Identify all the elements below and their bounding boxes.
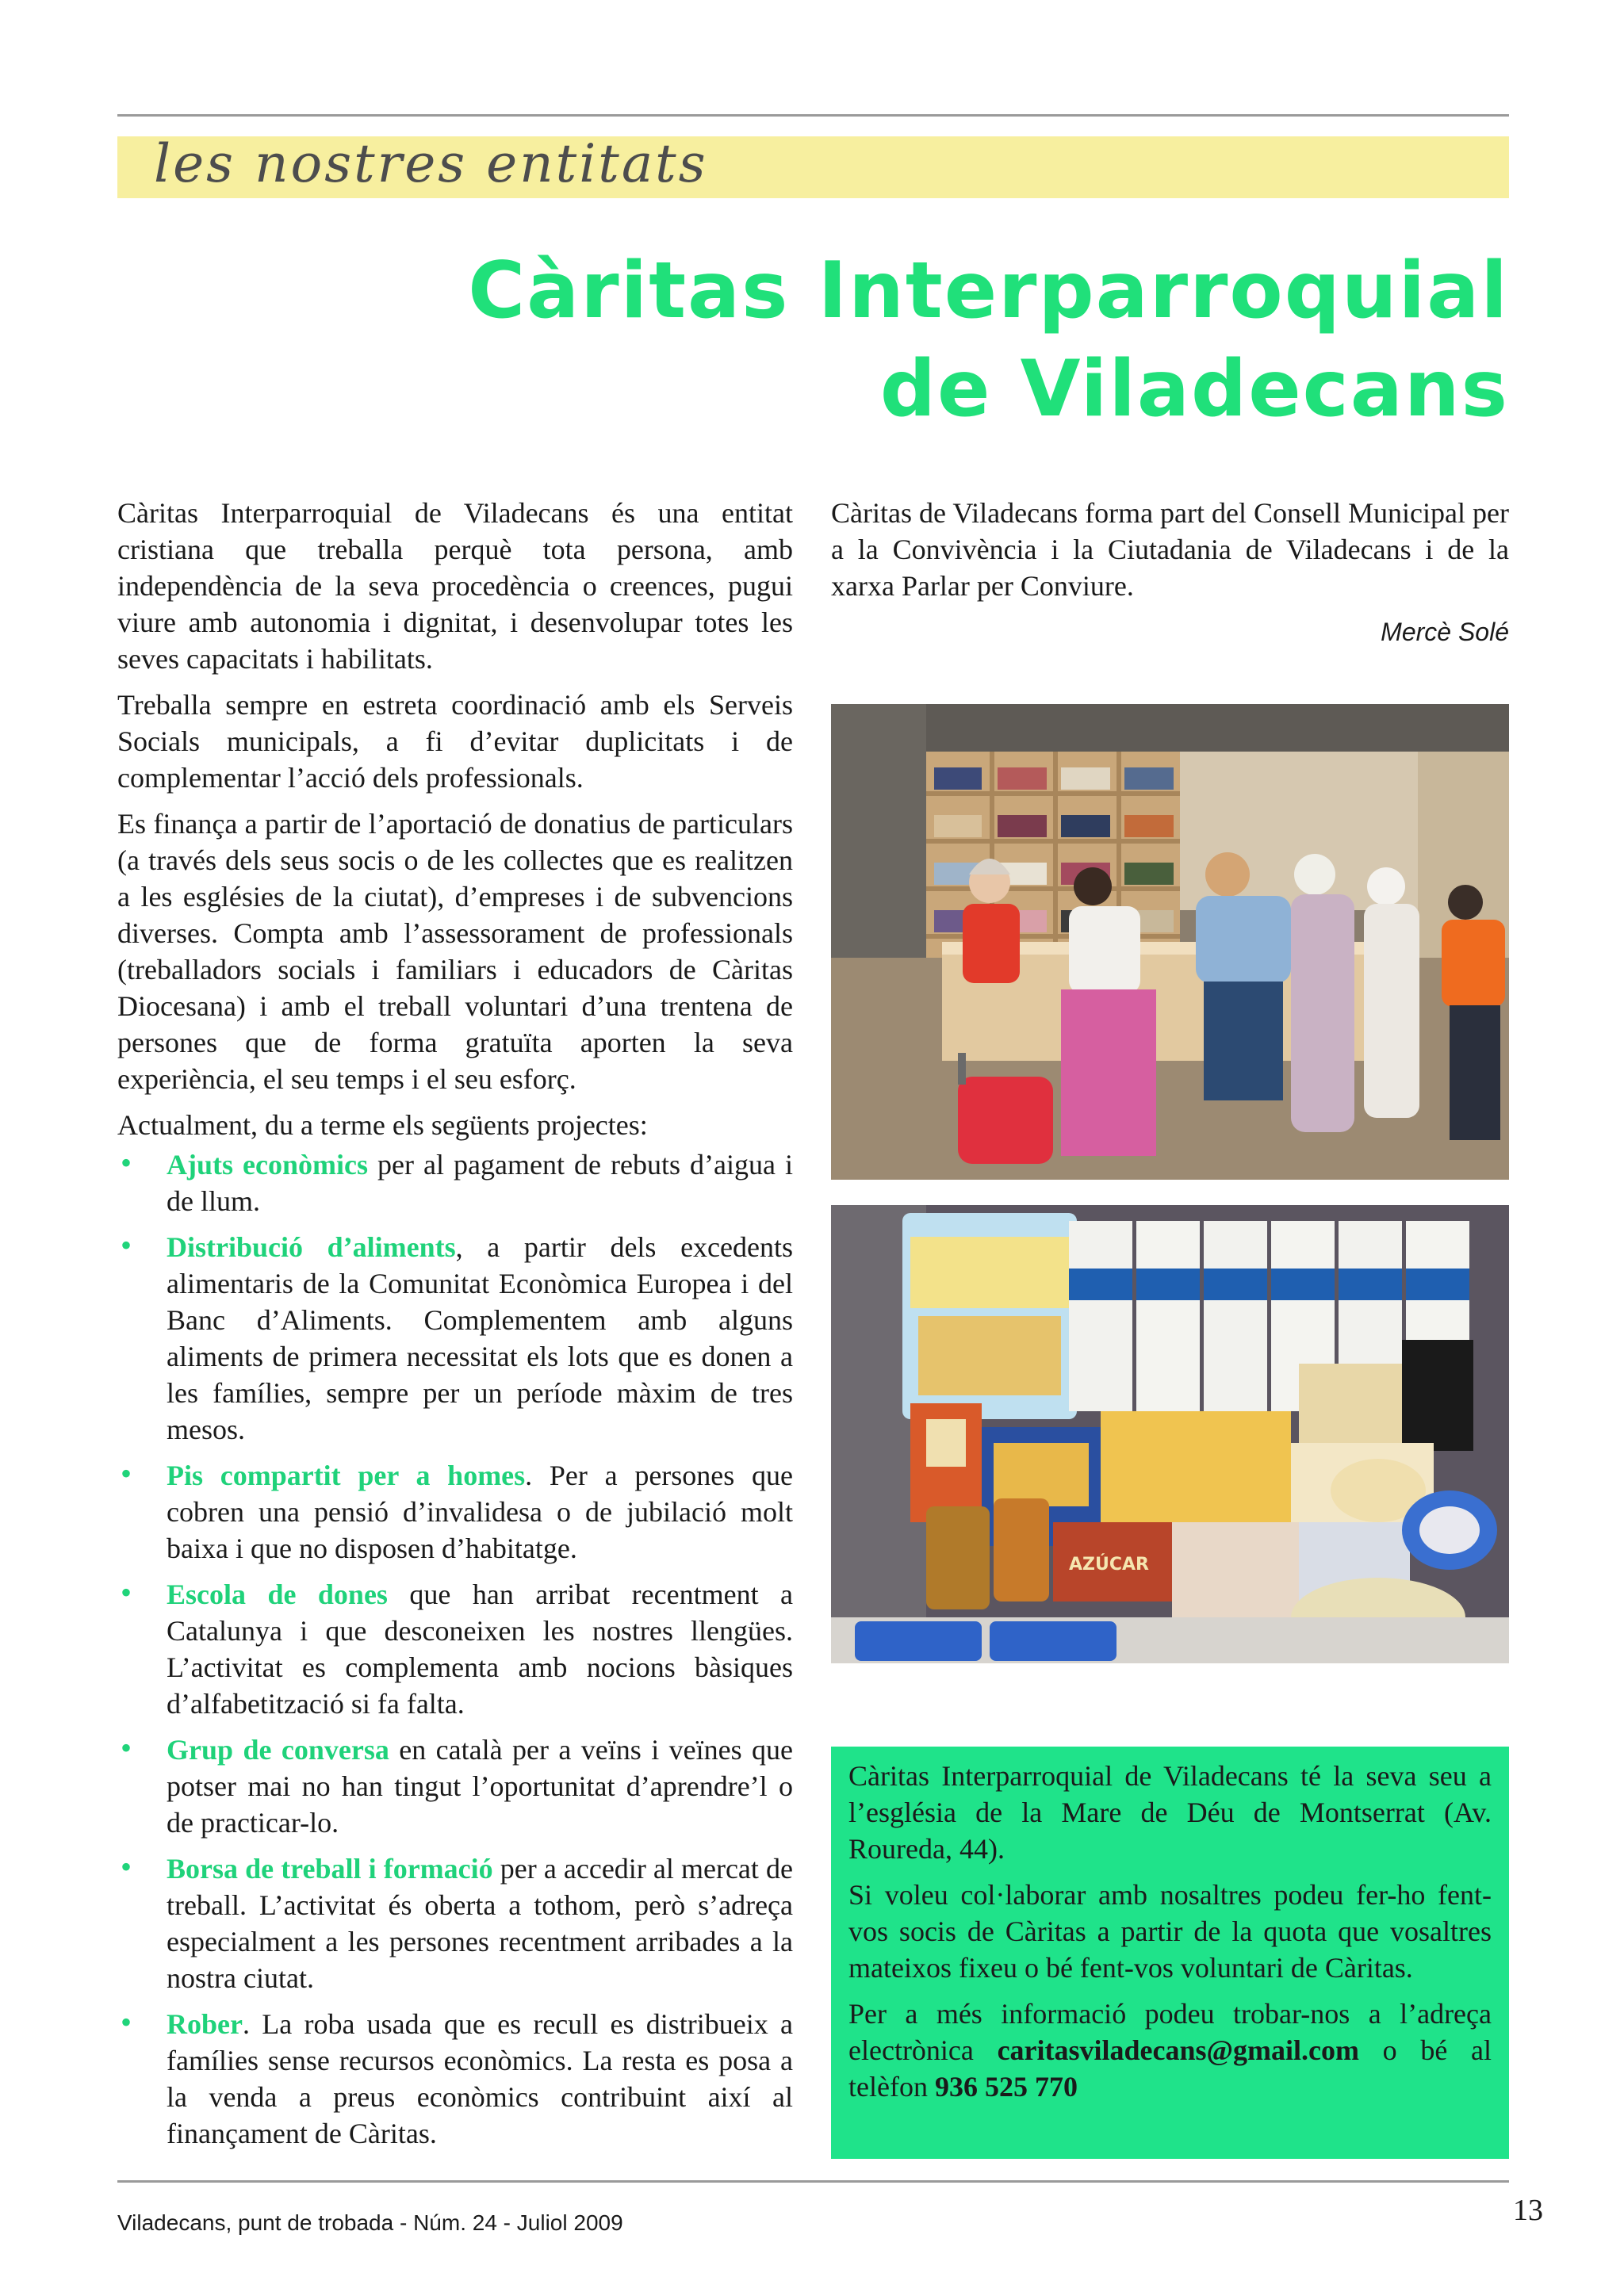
article-title xyxy=(468,242,1509,438)
project-name: Escola de dones xyxy=(167,1578,388,1610)
bullet-icon: • xyxy=(121,1227,132,1263)
list-item xyxy=(117,1457,793,1567)
paragraph-funding: Es finança a partir de l’aportació de donatius de particulars (a través dels seus socis o de les collectes que es realitzen a les esglésies de la ciutat), d’empreses i de subvencions diverses. Compta amb l’assessorament de professionals (treballadors socials i familiars i educadors de Càritas Diocesana) i amb el treball voluntari d’una trentena de persones que de forma gratuïta aporten la seva experiència, el seu temps i el seu esforç. xyxy=(117,808,793,1095)
bullet-icon: • xyxy=(121,1575,132,1610)
info-location: Càritas Interparroquial de Viladecans té la seva seu a l’església de la Mare de Déu de Montserrat (Av. Roureda, 44). xyxy=(848,1760,1492,1865)
list-item xyxy=(117,1146,793,1219)
author-signature: Mercè Solé xyxy=(1381,618,1509,646)
projects-intro: Actualment, du a terme els següents projectes: xyxy=(117,1109,648,1141)
contact-phone[interactable]: 936 525 770 xyxy=(934,2071,1078,2103)
project-name: Distribució d’aliments xyxy=(167,1231,456,1263)
projects-list xyxy=(117,1146,793,2152)
food-products-illustration xyxy=(831,1205,1509,1663)
project-name: Pis compartit per a homes xyxy=(167,1460,526,1491)
project-text: per al pagament de rebuts d’aigua i de llum. xyxy=(167,1149,793,1217)
project-text: que han arribat recentment a Catalunya i que desconeixen les nostres llengües. L’activitat es complementa amb nocions bàsiques d’alfabetització si fa falta. xyxy=(167,1578,793,1720)
top-rule xyxy=(117,114,1509,117)
contact-email-link[interactable]: caritasviladecans@gmail.com xyxy=(997,2034,1359,2066)
list-item xyxy=(117,1229,793,1448)
paragraph-intro: Càritas Interparroquial de Viladecans és una entitat cristiana que treballa perquè tota persona, amb independència de la seva procedència o creences, pugui viure amb autonomia i dignitat, i desenvolupar totes les seves capacitats i habilitats. xyxy=(117,497,793,675)
photo-food-products xyxy=(831,1205,1509,1663)
bullet-icon: • xyxy=(121,1849,132,1885)
page-number: 13 xyxy=(1513,2194,1543,2227)
bullet-icon: • xyxy=(121,1145,132,1181)
bullet-icon: • xyxy=(121,1730,132,1766)
bottom-rule xyxy=(117,2180,1509,2183)
project-text: en català per a veïns i veïnes que potser mai no han tingut l’oportunitat d’aprendre’l o de practicar-lo. xyxy=(167,1734,793,1839)
left-column xyxy=(117,495,793,2161)
list-item xyxy=(117,1576,793,1722)
title-line-2: de Viladecans xyxy=(879,344,1509,434)
list-item xyxy=(117,1850,793,1996)
project-name: Grup de conversa xyxy=(167,1734,389,1766)
contact-info-box xyxy=(831,1747,1509,2159)
project-name: Ajuts econòmics xyxy=(167,1149,368,1181)
project-name: Rober xyxy=(167,2008,243,2040)
bullet-icon: • xyxy=(121,1456,132,1491)
svg-text:AZÚCAR: AZÚCAR xyxy=(1069,1555,1149,1575)
section-band xyxy=(117,133,1509,198)
project-text: , a partir dels excedents alimentaris de la Comunitat Econòmica Europea i del Banc d’Aliments. Complementem amb alguns aliments de primera necessitat els lots que es donen a les famílies, sempre per un període màxim de tres mesos. xyxy=(167,1231,793,1445)
paragraph-council: Càritas de Viladecans forma part del Consell Municipal per a la Convivència i la Ciutadania de Viladecans i de la xarxa Parlar per Conviure. xyxy=(831,497,1509,602)
info-contact-between: o bé al telèfon xyxy=(848,2034,1492,2103)
project-text: . Per a persones que cobren una pensió d’invalidesa o de jubilació molt baixa i que no disposen d’habitatge. xyxy=(167,1460,793,1564)
list-item xyxy=(117,2006,793,2152)
paragraph-coordination: Treballa sempre en estreta coordinació amb els Serveis Socials municipals, a fi d’evitar duplicitats i de complementar l’acció dels professionals. xyxy=(117,689,793,794)
title-line-1: Càritas Interparroquial xyxy=(468,246,1509,336)
charity-shop-illustration xyxy=(831,704,1509,1180)
photo-charity-shop xyxy=(831,704,1509,1180)
footer-publication: Viladecans, punt de trobada - Núm. 24 - Juliol 2009 xyxy=(117,2210,623,2235)
info-contact-text: Per a més informació podeu trobar-nos a l’adreça electrònica xyxy=(848,1998,1492,2066)
right-column xyxy=(831,495,1509,650)
section-label: les nostres entitats xyxy=(154,133,708,194)
list-item xyxy=(117,1732,793,1841)
bullet-icon: • xyxy=(121,2004,132,2040)
info-contact xyxy=(848,1996,1492,2105)
info-collaborate: Si voleu col·laborar amb nosaltres podeu fer-ho fent-vos socis de Càritas a partir de la quota que vosaltres mateixos fixeu o bé fent-vos voluntari de Càritas. xyxy=(848,1879,1492,1984)
project-text: per a accedir al mercat de treball. L’activitat és oberta a tothom, però s’adreça especialment a les persones recentment arribades a la nostra ciutat. xyxy=(167,1853,793,1994)
project-text: . La roba usada que es recull es distribueix a famílies sense recursos econòmics. La resta es posa a la venda a preus econòmics contribuint així al finançament de Càritas. xyxy=(167,2008,793,2149)
project-name: Borsa de treball i formació xyxy=(167,1853,493,1885)
